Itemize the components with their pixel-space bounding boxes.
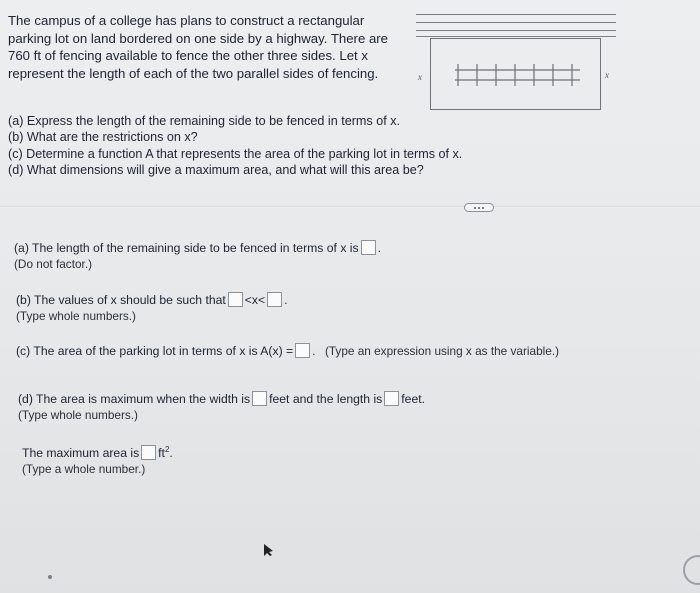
answer-c-hint: (Type an expression using x as the variable.): [324, 344, 560, 358]
question-parts: [8, 113, 608, 178]
ellipsis-icon: [474, 207, 476, 209]
answer-d-width-input[interactable]: [252, 391, 267, 406]
loading-spinner-icon: [683, 555, 700, 585]
answer-b-label: (b) The values of x should be such that: [16, 293, 226, 307]
dot-icon: [48, 575, 52, 579]
question-part-a: (a) Express the length of the remaining side to be fenced in terms of x.: [8, 114, 401, 128]
answer-b-hint: (Type whole numbers.): [16, 309, 136, 323]
answer-max-hint: (Type a whole number.): [22, 462, 146, 477]
answer-a-hint: (Do not factor.): [14, 257, 93, 271]
answer-b: (b) The values of x should be such that <x< . (Type whole numbers.): [16, 293, 288, 323]
answer-max-label: The maximum area is: [22, 446, 140, 461]
answer-c: (c) The area of the parking lot in terms of x is A(x) = . (Type an expression using x as the variable.): [16, 344, 560, 358]
expand-more-button[interactable]: [464, 203, 494, 212]
problem-line: parking lot on land bordered on one side by a highway. There are: [8, 30, 389, 46]
question-part-c: (c) Determine a function A that represents the area of the parking lot in terms of x.: [8, 146, 463, 161]
problem-line: represent the length of each of the two parallel sides of fencing.: [8, 65, 379, 81]
left-side-label: x: [418, 72, 422, 82]
answer-d-length-input[interactable]: [384, 391, 399, 406]
answer-max: The maximum area is $ft^2$. (Type a whole number.): [22, 445, 173, 477]
answer-max-input[interactable]: [141, 445, 156, 460]
question-part-d: (d) What dimensions will give a maximum area, and what will this area be?: [8, 162, 424, 177]
answer-a-input[interactable]: [361, 240, 376, 255]
answer-d: (d) The area is maximum when the width is feet and the length is feet. (Type whole numbers.): [18, 392, 425, 422]
answer-b-upper-input[interactable]: [267, 292, 282, 307]
problem-line: 760 ft of fencing available to fence the other three sides. Let x: [8, 48, 368, 63]
mouse-cursor-icon: [263, 543, 275, 557]
right-side-label: x: [605, 70, 609, 80]
answer-b-lower-input[interactable]: [228, 292, 243, 307]
answer-d-hint: (Type whole numbers.): [18, 408, 138, 422]
fence-icon: [455, 63, 580, 87]
answer-c-input[interactable]: [295, 343, 310, 358]
answer-d-label: (d) The area is maximum when the width is: [18, 392, 251, 406]
question-part-b: (b) What are the restrictions on x?: [8, 130, 198, 145]
answer-c-label: (c) The area of the parking lot in terms of x is A(x) =: [16, 344, 294, 358]
section-divider: [0, 206, 700, 208]
problem-line: The campus of a college has plans to construct a rectangular: [8, 13, 365, 28]
answer-a: (a) The length of the remaining side to be fenced in terms of x is . (Do not factor.): [14, 241, 381, 271]
highway-diagram: [416, 14, 616, 38]
answer-a-label: (a) The length of the remaining side to be fenced in terms of x is: [14, 241, 359, 255]
problem-statement: [8, 12, 398, 82]
